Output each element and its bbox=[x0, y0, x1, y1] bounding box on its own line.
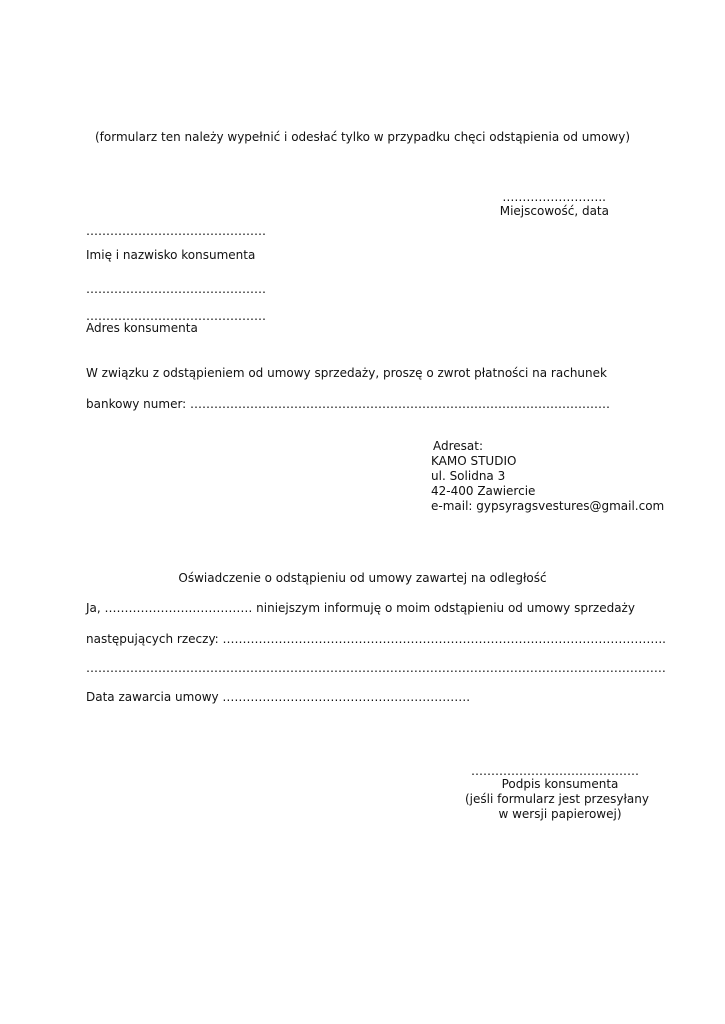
consumer-address-dots-1: ……………………………………… bbox=[86, 282, 266, 296]
refund-bank-number-line: bankowy numer: …………………………………………………………………………………………… bbox=[86, 397, 611, 411]
addressee-street: ul. Solidna 3 bbox=[431, 469, 506, 483]
signature-dots: …………………………………… bbox=[471, 764, 639, 778]
addressee-company: KAMO STUDIO bbox=[431, 454, 517, 468]
statement-items-continuation-line: ………………………………………………………………….…………………………………………………………… bbox=[86, 661, 666, 675]
signature-note-line-1: (jeśli formularz jest przesyłany bbox=[465, 792, 649, 806]
consumer-name-dots: ……………………………………… bbox=[86, 224, 266, 238]
contract-date-line: Data zawarcia umowy …………………………………….………………. bbox=[86, 690, 471, 704]
place-date-label: Miejscowość, data bbox=[499, 204, 609, 218]
statement-items-line: następujących rzeczy: …………………………………………………………………….………………………….. bbox=[86, 632, 666, 646]
statement-line-1: Ja, ………………….…………… niniejszym informuję o moim odstąpieniu od umowy sprzedaży bbox=[86, 601, 635, 615]
consumer-name-label: Imię i nazwisko konsumenta bbox=[86, 248, 256, 262]
addressee-email: e-mail: gypsyragsvestures@gmail.com bbox=[431, 499, 665, 513]
statement-title: Oświadczenie o odstąpieniu od umowy zawartej na odległość bbox=[178, 571, 547, 585]
addressee-city: 42-400 Zawiercie bbox=[431, 484, 536, 498]
signature-note-line-2: w wersji papierowej) bbox=[498, 807, 622, 821]
signature-label: Podpis konsumenta bbox=[501, 777, 619, 791]
consumer-address-label: Adres konsumenta bbox=[86, 321, 198, 335]
consumer-address-dots-2: ……………………………………… bbox=[86, 309, 266, 323]
addressee-heading: Adresat: bbox=[433, 439, 484, 453]
place-date-dots: …………………….. bbox=[502, 190, 606, 204]
refund-request-line-1: W związku z odstąpieniem od umowy sprzedaży, proszę o zwrot płatności na rachunek bbox=[86, 366, 607, 380]
form-note: (formularz ten należy wypełnić i odesłać tylko w przypadku chęci odstąpienia od umowy) bbox=[94, 130, 631, 144]
